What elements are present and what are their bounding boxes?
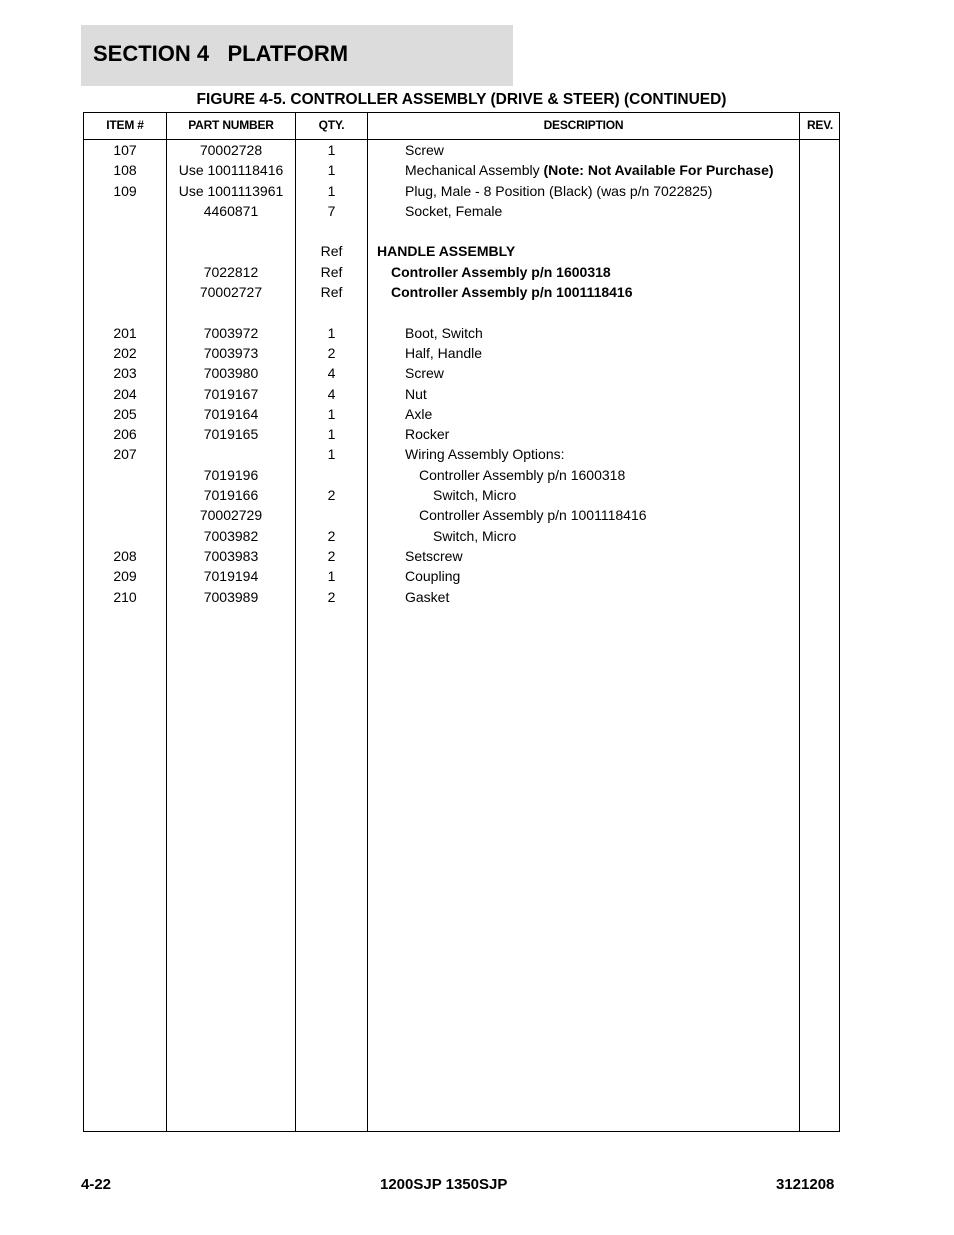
description: [391, 262, 611, 282]
table-row: [84, 505, 839, 525]
quantity: 1: [327, 405, 336, 422]
quantity: 2: [327, 547, 336, 564]
description-text: Axle: [405, 405, 433, 422]
quantity: 1: [327, 446, 336, 463]
description-text: Wiring Assembly Options:: [405, 446, 565, 463]
description-text: Setscrew: [405, 547, 463, 564]
quantity: Ref: [320, 243, 343, 260]
quantity: 2: [327, 527, 336, 544]
part-number: 7019167: [203, 385, 259, 402]
part-number: 7019194: [203, 568, 259, 585]
item-number: 109: [113, 182, 137, 199]
table-row: [84, 262, 839, 282]
item-number: 205: [113, 405, 137, 422]
description: [405, 587, 449, 607]
part-number: 7019164: [203, 405, 259, 422]
description: [405, 404, 432, 424]
item-number: 206: [113, 426, 137, 443]
table-row: [84, 241, 839, 261]
table-row: [84, 160, 839, 180]
item-number: 203: [113, 365, 137, 382]
quantity: 1: [327, 426, 336, 443]
column-header-description: DESCRIPTION: [543, 118, 624, 132]
column-header-rev: REV.: [806, 118, 834, 132]
item-number: 107: [113, 142, 137, 158]
description: [405, 444, 565, 464]
page-number: 4-22: [81, 1176, 112, 1193]
table-row: [84, 221, 839, 241]
table-body: [84, 140, 839, 607]
description-text: Boot, Switch: [405, 324, 483, 341]
table-row: [84, 140, 839, 160]
description: [433, 485, 516, 505]
quantity: 7: [327, 202, 336, 219]
description: [405, 181, 712, 201]
description: [405, 343, 482, 363]
description-bold-text: Controller Assembly p/n 1600318: [391, 263, 611, 280]
item-number: 207: [113, 446, 137, 463]
quantity: 1: [327, 568, 336, 585]
description-text: Controller Assembly p/n 1600318: [419, 466, 626, 483]
table-row: [84, 546, 839, 566]
part-number: 7003982: [203, 527, 259, 544]
item-number: 202: [113, 344, 137, 361]
description-bold-text: (Note: Not Available For Purchase): [543, 162, 774, 179]
item-number: 108: [113, 162, 137, 179]
column-header-part-number: PART NUMBER: [188, 118, 274, 132]
quantity: Ref: [320, 284, 343, 301]
table-row: [84, 302, 839, 322]
description: [433, 526, 516, 546]
table-row: [84, 363, 839, 383]
table-row: [84, 404, 839, 424]
description-text: Nut: [405, 385, 427, 402]
description: [405, 160, 774, 180]
table-row: [84, 526, 839, 546]
item-number: 204: [113, 385, 137, 402]
table-row: [84, 323, 839, 343]
table-row: [84, 282, 839, 302]
description: [405, 363, 444, 383]
description: [405, 566, 460, 586]
description-text: Switch, Micro: [433, 487, 517, 504]
description-text: Plug, Male - 8 Position (Black) (was p/n 7022825): [405, 182, 713, 199]
description: [405, 201, 502, 221]
table-row: [84, 485, 839, 505]
quantity: 2: [327, 344, 336, 361]
part-number: 4460871: [203, 202, 259, 219]
part-number: 7003989: [203, 588, 259, 605]
description: [405, 424, 449, 444]
table-row: [84, 181, 839, 201]
part-number: 7003972: [203, 324, 259, 341]
description: [405, 546, 463, 566]
description: [419, 505, 647, 525]
description: [377, 241, 515, 261]
part-number: 70002728: [199, 142, 263, 158]
description-text: Screw: [405, 142, 444, 158]
item-number: 208: [113, 547, 137, 564]
quantity: 2: [327, 588, 336, 605]
column-header-item: ITEM #: [106, 118, 144, 132]
description: [419, 465, 625, 485]
description: [391, 282, 633, 302]
description-text: Rocker: [405, 426, 450, 443]
table-row: [84, 343, 839, 363]
item-number: 209: [113, 568, 137, 585]
item-number: 201: [113, 324, 137, 341]
description-bold-text: Controller Assembly p/n 1001118416: [391, 284, 633, 301]
description-text: Switch, Micro: [433, 527, 517, 544]
part-number: 7003973: [203, 344, 259, 361]
description-text: Half, Handle: [405, 344, 483, 361]
description-text: Mechanical Assembly: [405, 162, 544, 179]
quantity: Ref: [320, 263, 343, 280]
description: [405, 323, 483, 343]
part-number: Use 1001118416: [178, 162, 284, 179]
table-row: [84, 384, 839, 404]
quantity: 1: [327, 142, 336, 158]
table-row: [84, 587, 839, 607]
table-row: [84, 465, 839, 485]
description-text: Screw: [405, 365, 444, 382]
description-text: Controller Assembly p/n 1001118416: [419, 507, 647, 524]
quantity: 4: [327, 385, 336, 402]
part-number: 7022812: [203, 263, 259, 280]
item-number: 210: [113, 588, 137, 605]
part-number: 70002729: [199, 507, 263, 524]
column-header-qty: QTY.: [318, 118, 345, 132]
description: [405, 140, 444, 160]
part-number: 7003980: [203, 365, 259, 382]
part-number: Use 1001113961: [178, 182, 284, 199]
document-number: 3121208: [776, 1176, 835, 1193]
table-row: [84, 444, 839, 464]
model-names: 1200SJP 1350SJP: [380, 1176, 508, 1193]
section-header: [81, 25, 513, 86]
part-number: 70002727: [199, 284, 263, 301]
table-row: [84, 201, 839, 221]
section-title: SECTION 4 PLATFORM: [93, 41, 349, 66]
figure-title: FIGURE 4-5. CONTROLLER ASSEMBLY (DRIVE & STEER) (CONTINUED): [196, 91, 727, 108]
part-number: 7019196: [203, 466, 259, 483]
part-number: 7019166: [203, 487, 259, 504]
part-number: 7019165: [203, 426, 259, 443]
description-text: Gasket: [405, 588, 450, 605]
description-text: Socket, Female: [405, 202, 503, 219]
table-row: [84, 566, 839, 586]
quantity: 2: [327, 487, 336, 504]
quantity: 4: [327, 365, 336, 382]
description-text: Coupling: [405, 568, 461, 585]
parts-table: [83, 112, 840, 1132]
description-bold-text: HANDLE ASSEMBLY: [377, 243, 516, 260]
description: [405, 384, 427, 404]
quantity: 1: [327, 162, 336, 179]
part-number: 7003983: [203, 547, 259, 564]
table-row: [84, 424, 839, 444]
quantity: 1: [327, 324, 336, 341]
quantity: 1: [327, 182, 336, 199]
